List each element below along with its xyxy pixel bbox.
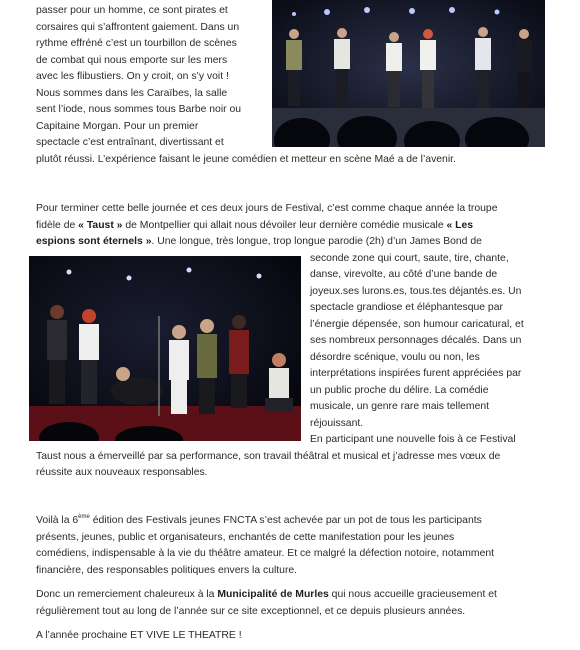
municipality-name: Municipalité de Murles (217, 589, 329, 600)
text-line: financière, des responsables politiques envers la culture. (36, 564, 298, 576)
text-line: comédiens, indispensable à la vie du théâtre amateur. Et ce malgré la défection notoire, notamment (36, 548, 495, 559)
text-line: seconde zone qui court, saute, tire, chante, (310, 252, 509, 264)
text-line: En participant une nouvelle fois à ce Festival (310, 434, 516, 445)
text-line: spectacle c’est entraînant, divertissant et (36, 137, 224, 148)
text-line: Capitaine Morgan. Pour un premier (36, 120, 199, 132)
photo-taust-cast (29, 256, 301, 441)
photo-pirate-cast (272, 0, 545, 147)
text-line: corsaires qui s’affrontent gaiement. Dans un (36, 21, 240, 33)
text-line: réjouissant. (310, 417, 364, 429)
text-line: avec les flibustiers. On y croit, on s’y voit ! (36, 71, 229, 82)
show-title-start: « Les (446, 219, 474, 231)
text-line: sent l’iode, nous sommes tous Barbe noir ou (36, 104, 242, 115)
text-line: spectacle grandiose et éléphantesque par (310, 302, 503, 313)
text-line: rythme effréné c’est un tourbillon de scènes (36, 38, 237, 49)
text-line: un public proche du délire. La comédie (310, 384, 489, 396)
text-line: interprétations inspirées furent appréciées par (310, 368, 522, 379)
show-title-end: espions sont éternels » (36, 236, 152, 247)
text-line: réussite aux nouveaux responsables. (36, 467, 208, 478)
text-line: désordre scénique, voulu ou non, les (310, 351, 480, 363)
text-line: ses nombreux personnages décalés. Dans un (310, 335, 522, 346)
text-line: fidèle de « Taust » de Montpellier qui allait nous dévoiler leur dernière comédie musicale « Les (36, 219, 474, 231)
text-line: Taust nous a émerveillé par sa performance, son travail théâtral et musical et j’adresse mes vœux de (36, 450, 501, 462)
text-line: danse, virevolte, au côté d’une bande de (310, 269, 498, 280)
text-line: espions sont éternels ». Une longue, très longue, trop longue parodie (2h) d’un James Bond de (36, 236, 482, 247)
text-line: l’énergie dépensée, son humour caricatural, et (310, 318, 524, 330)
text-line: Donc un remerciement chaleureux à la Municipalité de Murles qui nous accueille gracieusement et (36, 589, 497, 600)
text-line: Voilà la 6ème édition des Festivals jeunes FNCTA s’est achevée par un pot de tous les participants (36, 513, 482, 526)
text-line: A l’année prochaine ET VIVE LE THEATRE ! (36, 630, 242, 641)
text-line: passer pour un homme, ce sont pirates et (36, 5, 228, 16)
text-line: régulièrement tout au long de l’année sur ce site exceptionnel, et ce depuis plusieurs années. (36, 605, 466, 617)
text-line: de combat qui nous emporte sur les mers (36, 54, 228, 66)
text-line: Nous sommes dans les Caraïbes, la salle (36, 87, 228, 99)
troupe-name: « Taust » (78, 219, 123, 231)
text-line: joyeux.ses lurons.es, tous.tes déjantés.es. Un (310, 285, 522, 297)
text-line: musicale, un genre rare mais tellement (310, 401, 490, 412)
text-line: plutôt réussi. L’expérience faisant le jeune comédien et metteur en scène Maé a de l’avenir. (36, 153, 456, 165)
text-line: présents, jeunes, public et organisateurs, enchantés de cette manifestation pour les jeunes (36, 531, 455, 543)
text-line: Pour terminer cette belle journée et ces deux jours de Festival, c’est comme chaque année la troupe (36, 203, 498, 214)
